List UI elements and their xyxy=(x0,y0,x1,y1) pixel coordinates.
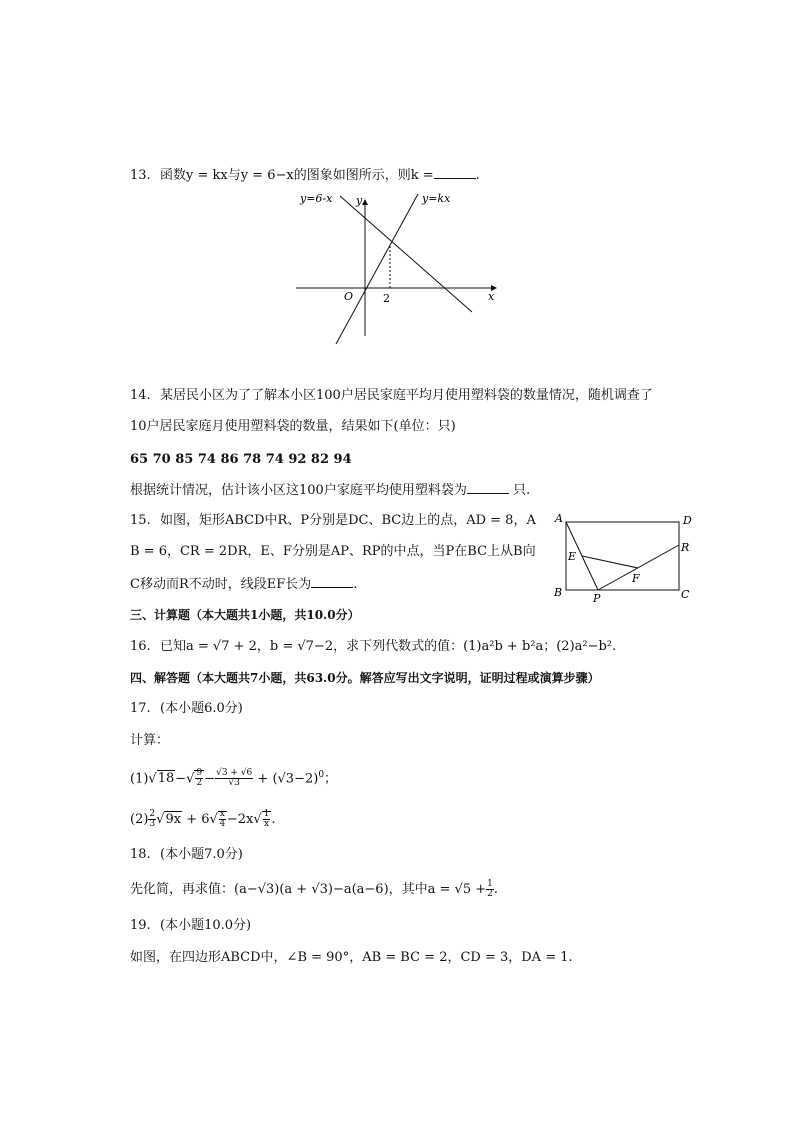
label-P: P xyxy=(593,592,601,605)
q17-p1-frac-num: 9 xyxy=(196,768,203,779)
label-R: R xyxy=(681,541,690,554)
q13-end: . xyxy=(475,168,480,183)
q17-p1-term: + (√3−2) xyxy=(257,771,319,787)
q17-p2-frac2-num: x xyxy=(219,809,225,819)
q17-p1-end: ； xyxy=(324,771,338,787)
q13-question xyxy=(130,166,480,185)
label-A: A xyxy=(555,512,563,525)
label-B: B xyxy=(554,586,563,599)
q17-part2: (2) $\frac{2}{3}$ √9x + 6√ $\frac{x}{4}$ −2x√ $\frac{1}{x}$ . xyxy=(130,809,276,829)
label-axis-y: y xyxy=(356,194,363,207)
q17-p2-frac-x-4 xyxy=(219,810,226,829)
q17-p2-frac-den: 3 xyxy=(149,819,156,829)
q14-data-values: 65 70 85 74 86 78 74 92 82 94 xyxy=(130,452,352,467)
label-F: F xyxy=(632,572,640,585)
q17-p2-term-b: + 6 xyxy=(186,812,210,827)
label-D: D xyxy=(683,514,692,527)
q18-question xyxy=(130,880,498,899)
section-3-heading xyxy=(130,606,360,624)
q15-figure xyxy=(550,510,700,605)
q13-text: 函数y = kx与y = 6−x的图象如图所示，则k = xyxy=(160,168,434,183)
q15-line1 xyxy=(130,512,536,530)
q19-header xyxy=(130,917,251,935)
q18-frac-1-2 xyxy=(486,880,494,899)
q17-intro-text: 计算： xyxy=(130,733,170,748)
q17-p1-frac-9-2 xyxy=(195,769,203,788)
q15-answer-blank[interactable] xyxy=(311,575,353,588)
q15-text-2: B = 6，CR = 2DR，E、F分别是AP、RP的中点，当P在BC上从B向 xyxy=(130,544,536,559)
q19-score: (本小题10.0分) xyxy=(160,918,252,933)
q17-p2-term-d: −2x xyxy=(226,812,254,827)
q19-question xyxy=(130,949,573,967)
q14-data xyxy=(130,451,352,469)
line-y-kx xyxy=(336,194,418,344)
label-C: C xyxy=(681,588,690,601)
q16-text: 已知a = √7 + 2，b = √7−2，求下列代数式的值：(1)a²b + b²a；(2)a²−b². xyxy=(160,639,617,654)
q17-p2-sqrt9x: 9x xyxy=(165,812,182,827)
q17-p2-frac-1-x xyxy=(263,810,271,829)
q15-line2 xyxy=(130,543,536,561)
q14-line1 xyxy=(130,387,653,405)
q19-number: 19. xyxy=(130,918,151,933)
q17-p2-frac2-den: 4 xyxy=(219,819,226,829)
line-y-6-x xyxy=(340,196,472,312)
q17-p2-frac3-den: x xyxy=(264,819,270,829)
q17-number: 17. xyxy=(130,701,151,716)
q17-p1-frac-root xyxy=(215,769,253,788)
q17-p2-frac3-num: 1 xyxy=(263,809,270,819)
q17-p2-frac-num: 2 xyxy=(149,809,156,819)
segment-ef xyxy=(582,556,638,568)
q14-end: 只. xyxy=(512,483,531,498)
q13-graph xyxy=(290,188,510,348)
q17-p1-frac2-den: √3 xyxy=(228,778,240,789)
q18-end: . xyxy=(493,882,499,897)
q17-p1-frac2-num: √3 + √6 xyxy=(216,768,253,779)
q17-intro xyxy=(130,732,169,750)
label-y-kx: y=kx xyxy=(422,192,451,205)
label-tick-2: 2 xyxy=(383,292,390,305)
q14-text-2: 10户居民家庭月使用塑料袋的数量，结果如下(单位：只) xyxy=(130,419,456,434)
label-axis-x: x xyxy=(488,290,495,303)
q17-p1-label: (1) xyxy=(130,771,149,787)
q17-p1-exp: 0 xyxy=(318,770,325,780)
q16-number: 16. xyxy=(130,639,151,654)
q16-question xyxy=(130,638,616,656)
q18-text: 先化简，再求值：(a−√3)(a + √3)−a(a−6)，其中a = √5 + xyxy=(130,882,487,897)
q15-text-1: 如图，矩形ABCD中R、P分别是DC、BC边上的点，AD = 8，A xyxy=(160,513,536,528)
section-3-text: 三、计算题（本大题共1小题，共10.0分） xyxy=(130,608,360,622)
section-4-text: 四、解答题（本大题共7小题，共63.0分。解答应写出文字说明，证明过程或演算步骤） xyxy=(130,671,600,685)
q17-p1-frac-den: 2 xyxy=(196,778,203,789)
q15-text-3: C移动而R不动时，线段EF长为 xyxy=(130,577,312,592)
q19-text: 如图，在四边形ABCD中，∠B = 90°，AB = BC = 2，CD = 3，DA = 1. xyxy=(130,950,573,965)
section-4-heading xyxy=(130,669,600,687)
q14-line4 xyxy=(130,481,530,500)
q17-header xyxy=(130,700,243,718)
q14-text-1: 某居民小区为了了解本小区100户居民家庭平均月使用塑料袋的数量情况，随机调查了 xyxy=(160,388,653,403)
q14-text-4: 根据统计情况，估计该小区这100户家庭平均使用塑料袋为 xyxy=(130,483,467,498)
q13-number: 13. xyxy=(130,168,151,183)
q13-answer-blank[interactable] xyxy=(434,166,476,179)
q17-p2-end: . xyxy=(271,812,276,827)
q14-number: 14. xyxy=(130,388,151,403)
q17-part1: (1)√18−√ $\frac{9}{2}$ − $\frac{√3 + √6}{√3}$ + $(√3-2)^0$； xyxy=(130,768,338,789)
q17-p2-label: (2) xyxy=(130,812,149,827)
label-origin: O xyxy=(344,290,354,303)
q18-number: 18. xyxy=(130,847,151,862)
label-E: E xyxy=(568,550,577,563)
q15-line3 xyxy=(130,575,357,594)
q18-frac-num: 1 xyxy=(487,879,493,889)
q18-frac-den: 2 xyxy=(487,889,493,899)
label-y-6-x: y=6-x xyxy=(300,192,333,205)
q15-end: . xyxy=(353,577,358,592)
q17-score: (本小题6.0分) xyxy=(160,701,243,716)
q18-header xyxy=(130,846,243,864)
q14-answer-blank[interactable] xyxy=(467,481,509,494)
q17-p1-sqrt18: 18 xyxy=(157,771,175,787)
q18-score: (本小题7.0分) xyxy=(160,847,243,862)
q15-number: 15. xyxy=(130,513,151,528)
q14-line2 xyxy=(130,418,456,436)
q17-p2-frac-2-3 xyxy=(148,810,156,829)
